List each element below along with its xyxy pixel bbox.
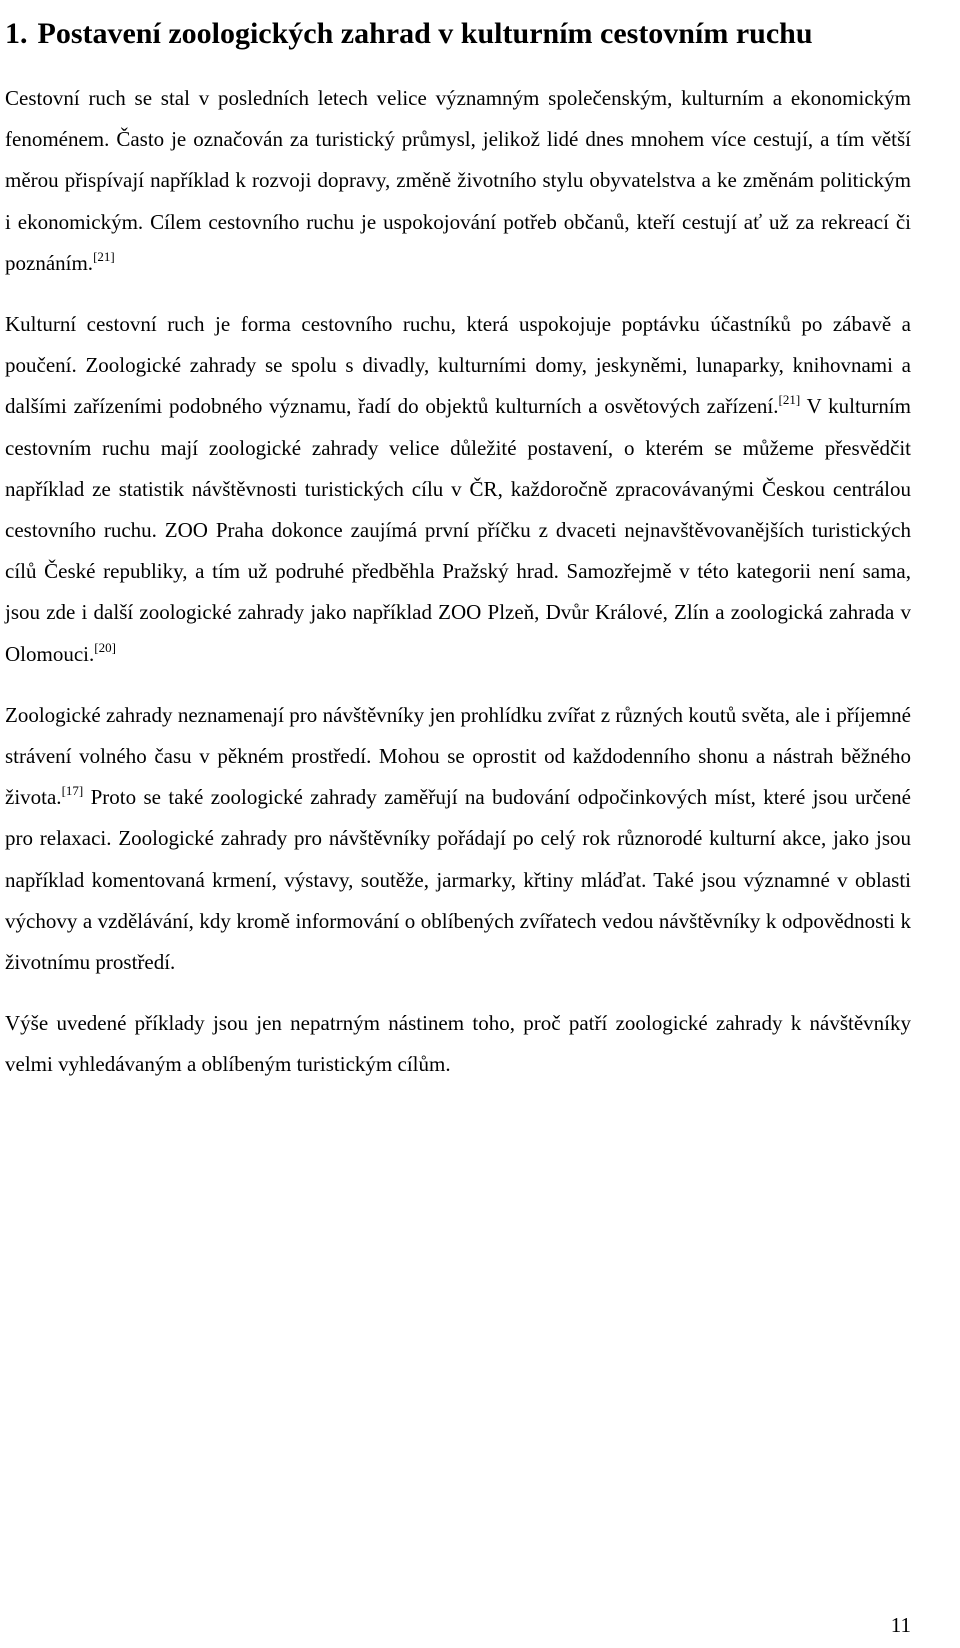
section-title: Postavení zoologických zahrad v kulturním cestovním ruchu [37, 17, 813, 50]
citation-ref: [17] [61, 783, 84, 799]
citation-ref: [20] [94, 639, 116, 655]
paragraph-text: Proto se také zoologické zahrady zaměřují na budování odpočinkových míst, které jsou určené pro relaxaci. Zoologické zahrady pro návštěvníky pořádají po celý rok různorodé kulturní akce, jako jsou například komentovaná krmení, výstavy, soutěže, jarmarky, křtiny mláďat. Také jsou významné v oblasti výchovy a vzdělávání, kdy kromě informování o oblíbených zvířatech vedou návštěvníky k odpovědnosti k životnímu prostředí. [5, 785, 911, 975]
paragraph-2 [5, 304, 911, 675]
paragraph-text: Cestovní ruch se stal v posledních letech velice významným společenským, kulturním a ekonomickým fenoménem. Často je označován za turistický průmysl, jelikož lidé dnes mnohem více cestují, a tím větší měrou přispívají například k rozvoji dopravy, změně životního stylu obyvatelstva a ke změnám politickým i ekonomickým. Cílem cestovního ruchu je uspokojování potřeb občanů, kteří cestují ať už za rekreací či poznáním. [5, 86, 911, 275]
paragraph-text: Zoologické zahrady neznamenají pro návštěvníky jen prohlídku zvířat z různých koutů světa, ale i příjemné strávení volného času v pěkném prostředí. Mohou se oprostit od každodenního shonu a nástrah běžného života. [5, 702, 911, 810]
paragraph-text: V kulturním cestovním ruchu mají zoologické zahrady velice důležité postavení, o kterém se můžeme přesvědčit například ze statistik návštěvnosti turistických cílu v ČR, každoročně zpracovávanými Českou centrálou cestovního ruchu. ZOO Praha dokonce zaujímá první příčku z dvaceti nejnavštěvovanějších turistických cílů České republiky, a tím už podruhé předběhla Pražský hrad. Samozřejmě v této kategorii není sama, jsou zde i další zoologické zahrady jako například ZOO Plzeň, Dvůr Králové, Zlín a zoologická zahrada v Olomouci. [5, 394, 911, 666]
paragraph-4 [5, 1003, 911, 1085]
citation-ref: [21] [93, 248, 115, 264]
section-number: 1. [5, 17, 28, 50]
paragraph-1 [5, 78, 911, 284]
citation-ref: [21] [778, 392, 801, 408]
paragraph-3 [5, 695, 911, 983]
paragraph-text: Kulturní cestovní ruch je forma cestovního ruchu, která uspokojuje poptávku účastníků po zábavě a poučení. Zoologické zahrady se spolu s divadly, kulturními domy, jeskyněmi, lunaparky, knihovnami a dalšími zařízeními podobného významu, řadí do objektů kulturních a osvětových zařízení. [5, 312, 911, 419]
paragraph-text: Výše uvedené příklady jsou jen nepatrným nástinem toho, proč patří zoologické zahrady k návštěvníky velmi vyhledávaným a oblíbeným turistickým cílům. [5, 1011, 911, 1077]
page-number: 11 [890, 1613, 911, 1637]
section-heading [5, 0, 911, 65]
